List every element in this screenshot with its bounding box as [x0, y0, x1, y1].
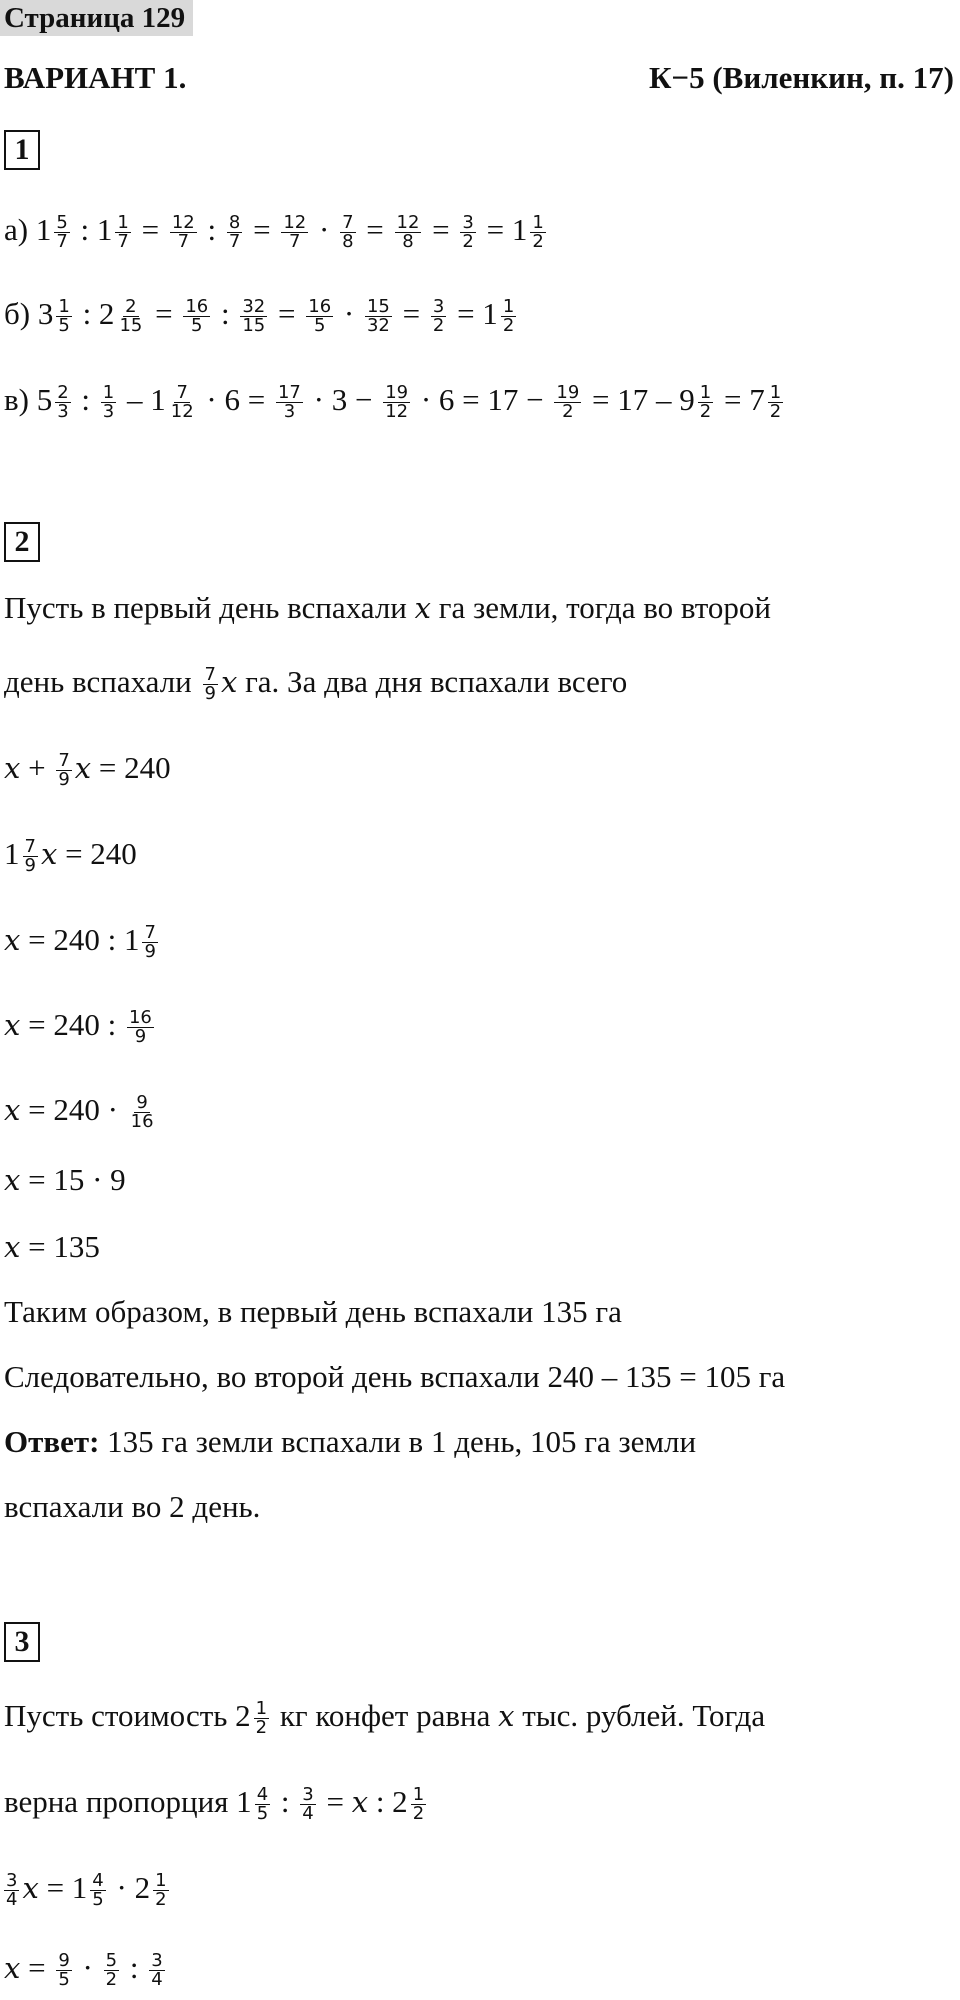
- denominator: 4: [151, 1969, 163, 1991]
- denominator: 8: [402, 231, 414, 253]
- text: =: [147, 296, 181, 331]
- text: = 17 – 9: [584, 382, 695, 417]
- numerator: 17: [277, 381, 301, 403]
- numerator: 1: [769, 381, 782, 403]
- denominator: 9: [134, 1026, 147, 1048]
- variable: x: [220, 665, 238, 699]
- fraction: [117, 295, 144, 337]
- text: : 1: [72, 212, 113, 247]
- answer-label: Ответ:: [4, 1424, 100, 1459]
- text: =: [245, 212, 279, 247]
- numerator: 1: [502, 295, 515, 317]
- text: 1: [4, 836, 20, 871]
- fraction: [127, 1006, 154, 1048]
- numerator: 5: [105, 1949, 118, 1971]
- numerator: 1: [58, 295, 70, 317]
- denominator: 8: [342, 231, 354, 253]
- text: = 15 · 9: [20, 1162, 126, 1197]
- fraction: [56, 749, 71, 791]
- text: · 3 −: [305, 382, 381, 417]
- text: га. За два дня вспахали всего: [237, 664, 628, 699]
- task-2-equation-4: [4, 1005, 157, 1047]
- denominator: 5: [58, 315, 70, 337]
- variable: x: [22, 1871, 39, 1905]
- text: =: [133, 212, 167, 247]
- text: = 135: [20, 1229, 100, 1264]
- fraction: [395, 211, 422, 253]
- fraction: [698, 381, 713, 423]
- denominator: 9: [24, 855, 36, 877]
- denominator: 16: [130, 1111, 154, 1133]
- page-label: Страница 129: [0, 0, 193, 36]
- text: =: [318, 1784, 352, 1819]
- text: :: [273, 1784, 298, 1819]
- numerator: 9: [136, 1091, 148, 1113]
- denominator: 7: [117, 231, 129, 253]
- text: = 240 :: [20, 1007, 124, 1042]
- numerator: 12: [396, 211, 420, 233]
- numerator: 16: [128, 1006, 152, 1028]
- denominator: 9: [58, 769, 70, 791]
- denominator: 3: [57, 401, 69, 423]
- denominator: 15: [119, 315, 143, 337]
- numerator: 2: [125, 295, 137, 317]
- denominator: 7: [228, 231, 241, 253]
- numerator: 3: [462, 211, 474, 233]
- denominator: 3: [283, 401, 296, 423]
- numerator: 1: [102, 381, 115, 403]
- fraction: [227, 211, 242, 253]
- text: = 240 : 1: [20, 922, 140, 957]
- text: га земли, тогда во второй: [431, 590, 772, 625]
- fraction: [554, 381, 581, 423]
- task-2-equation-1: [4, 748, 171, 790]
- task-1-number: 1: [4, 130, 40, 170]
- variable: x: [4, 1093, 21, 1127]
- numerator: 7: [58, 749, 70, 771]
- denominator: 2: [532, 231, 544, 253]
- denominator: 2: [699, 401, 712, 423]
- text: = 1: [38, 1870, 88, 1905]
- variable: x: [74, 751, 92, 785]
- task-2-equation-3: [4, 920, 161, 962]
- numerator: 19: [556, 381, 580, 403]
- numerator: 1: [412, 1783, 425, 1805]
- fraction: [183, 295, 210, 337]
- text: :: [213, 296, 238, 331]
- text: тыс. рублей. Тогда: [514, 1698, 766, 1733]
- text: · 6 = 17 −: [413, 382, 552, 417]
- text: Пусть стоимость 2: [4, 1698, 251, 1733]
- numerator: 2: [57, 381, 69, 403]
- fraction: [254, 1697, 269, 1739]
- text: =: [424, 212, 458, 247]
- denominator: 4: [302, 1803, 314, 1825]
- text: · 2: [108, 1870, 151, 1905]
- text: =: [20, 1950, 54, 1985]
- variable: x: [414, 591, 431, 625]
- task-2-text-line-1: [4, 588, 771, 628]
- numerator: 7: [342, 211, 354, 233]
- fraction: [169, 381, 196, 423]
- numerator: 1: [155, 1869, 167, 1891]
- denominator: 5: [58, 1969, 70, 1991]
- numerator: 8: [228, 211, 241, 233]
- numerator: 7: [176, 381, 188, 403]
- denominator: 2: [462, 231, 474, 253]
- variable: x: [4, 1008, 21, 1042]
- text: =: [358, 212, 392, 247]
- fraction: [203, 663, 218, 705]
- task-2-equation-2: [4, 834, 137, 876]
- text: в) 5: [4, 382, 53, 417]
- text: = 240: [57, 836, 137, 871]
- numerator: 1: [255, 1697, 268, 1719]
- denominator: 7: [56, 231, 68, 253]
- denominator: 2: [502, 315, 515, 337]
- fraction: [460, 211, 475, 253]
- fraction: [142, 921, 157, 963]
- denominator: 5: [191, 315, 203, 337]
- variable: x: [498, 1699, 515, 1733]
- text: =: [270, 296, 304, 331]
- numerator: 1: [699, 381, 712, 403]
- numerator: 7: [144, 921, 156, 943]
- fraction: [255, 1783, 270, 1825]
- fraction: [340, 211, 355, 253]
- numerator: 5: [56, 211, 68, 233]
- numerator: 12: [283, 211, 307, 233]
- numerator: 12: [171, 211, 195, 233]
- fraction: [54, 211, 69, 253]
- text: = 1: [449, 296, 498, 331]
- text: ·: [311, 212, 338, 247]
- variable: x: [4, 1230, 21, 1264]
- denominator: 2: [412, 1803, 425, 1825]
- text: кг конфет равна: [272, 1698, 499, 1733]
- fraction: [240, 295, 267, 337]
- fraction: [530, 211, 545, 253]
- numerator: 1: [532, 211, 544, 233]
- task-2-equation-7: [4, 1227, 100, 1267]
- fraction: [23, 835, 38, 877]
- fraction: [56, 295, 71, 337]
- text: :: [73, 382, 98, 417]
- answer-text: 135 га земли вспахали в 1 день, 105 га земли: [99, 1424, 697, 1459]
- fraction: [281, 211, 308, 253]
- denominator: 15: [242, 315, 266, 337]
- text: :: [122, 1950, 147, 1985]
- numerator: 4: [92, 1869, 104, 1891]
- denominator: 4: [6, 1889, 18, 1911]
- task-2-answer: [4, 1422, 696, 1462]
- denominator: 5: [256, 1803, 269, 1825]
- topic-reference: К−5 (Виленкин, п. 17): [648, 60, 954, 95]
- numerator: 16: [185, 295, 209, 317]
- denominator: 12: [385, 401, 409, 423]
- denominator: 5: [313, 315, 326, 337]
- fraction: [306, 295, 333, 337]
- task-2-equation-6: [4, 1160, 126, 1200]
- numerator: 3: [151, 1949, 163, 1971]
- variable: x: [4, 1951, 21, 1985]
- fraction: [300, 1783, 315, 1825]
- numerator: 9: [58, 1949, 70, 1971]
- variable: x: [4, 1163, 21, 1197]
- fraction: [170, 211, 197, 253]
- task-3-text-line-1: [4, 1696, 765, 1738]
- variable: x: [4, 923, 21, 957]
- text: ·: [336, 296, 362, 331]
- task-3-equation-2: [4, 1948, 168, 1990]
- fraction: [104, 1949, 119, 1991]
- denominator: 7: [289, 231, 301, 253]
- task-2-conclusion-1: Таким образом, в первый день вспахали 135 га: [4, 1294, 622, 1329]
- fraction: [55, 381, 70, 423]
- fraction: [4, 1869, 19, 1911]
- denominator: 3: [102, 401, 115, 423]
- text: а) 1: [4, 212, 52, 247]
- text: +: [20, 750, 54, 785]
- text: ·: [74, 1950, 101, 1985]
- text: : 2: [368, 1784, 408, 1819]
- numerator: 15: [366, 295, 390, 317]
- fraction: [115, 211, 130, 253]
- numerator: 16: [308, 295, 332, 317]
- variant-title: ВАРИАНТ 1.: [4, 60, 187, 95]
- fraction: [768, 381, 783, 423]
- task-1b-line: [4, 294, 519, 336]
- fraction: [101, 381, 116, 423]
- numerator: 7: [204, 663, 216, 685]
- denominator: 32: [366, 315, 390, 337]
- fraction: [149, 1949, 164, 1991]
- task-3-number: 3: [4, 1622, 40, 1662]
- denominator: 5: [92, 1889, 104, 1911]
- text: Пусть в первый день вспахали: [4, 590, 415, 625]
- variable: x: [4, 751, 21, 785]
- text: : 2: [74, 296, 115, 331]
- denominator: 12: [170, 401, 194, 423]
- fraction: [276, 381, 303, 423]
- denominator: 2: [562, 401, 574, 423]
- text: верна пропорция 1: [4, 1784, 252, 1819]
- task-1c-line: [4, 380, 786, 422]
- text: = 240: [91, 750, 171, 785]
- numerator: 7: [24, 835, 36, 857]
- numerator: 3: [302, 1783, 314, 1805]
- fraction: [383, 381, 410, 423]
- fraction: [365, 295, 392, 337]
- text: день вспахали: [4, 664, 200, 699]
- fraction: [56, 1949, 71, 1991]
- denominator: 7: [177, 231, 190, 253]
- denominator: 2: [769, 401, 782, 423]
- text: :: [199, 212, 224, 247]
- denominator: 2: [105, 1969, 118, 1991]
- text: · 6 =: [198, 382, 273, 417]
- numerator: 1: [117, 211, 129, 233]
- task-2-conclusion-2: Следовательно, во второй день вспахали 240 – 135 = 105 га: [4, 1359, 786, 1394]
- text: =: [394, 296, 428, 331]
- text: – 1: [119, 382, 166, 417]
- fraction: [501, 295, 516, 337]
- denominator: 2: [432, 315, 445, 337]
- task-2-equation-5: [4, 1090, 159, 1132]
- fraction: [431, 295, 446, 337]
- numerator: 19: [385, 381, 409, 403]
- text: = 240 ·: [20, 1092, 126, 1127]
- denominator: 9: [144, 941, 156, 963]
- fraction: [411, 1783, 426, 1825]
- text: = 1: [478, 212, 528, 247]
- numerator: 4: [256, 1783, 269, 1805]
- fraction: [153, 1869, 168, 1911]
- text: = 7: [716, 382, 765, 417]
- variable: x: [40, 837, 58, 871]
- task-3-text-line-2: [4, 1782, 429, 1824]
- task-3-equation-1: [4, 1868, 172, 1910]
- numerator: 3: [432, 295, 445, 317]
- denominator: 2: [255, 1717, 268, 1739]
- numerator: 32: [242, 295, 266, 317]
- variable: x: [351, 1785, 369, 1819]
- denominator: 2: [155, 1889, 167, 1911]
- task-2-number: 2: [4, 522, 40, 562]
- fraction: [129, 1091, 156, 1133]
- task-1a-line: [4, 210, 549, 252]
- text: б) 3: [4, 296, 54, 331]
- fraction: [90, 1869, 105, 1911]
- numerator: 3: [6, 1869, 18, 1891]
- task-2-answer-continued: вспахали во 2 день.: [4, 1489, 261, 1524]
- denominator: 9: [204, 683, 216, 705]
- task-2-text-line-2: [4, 662, 627, 704]
